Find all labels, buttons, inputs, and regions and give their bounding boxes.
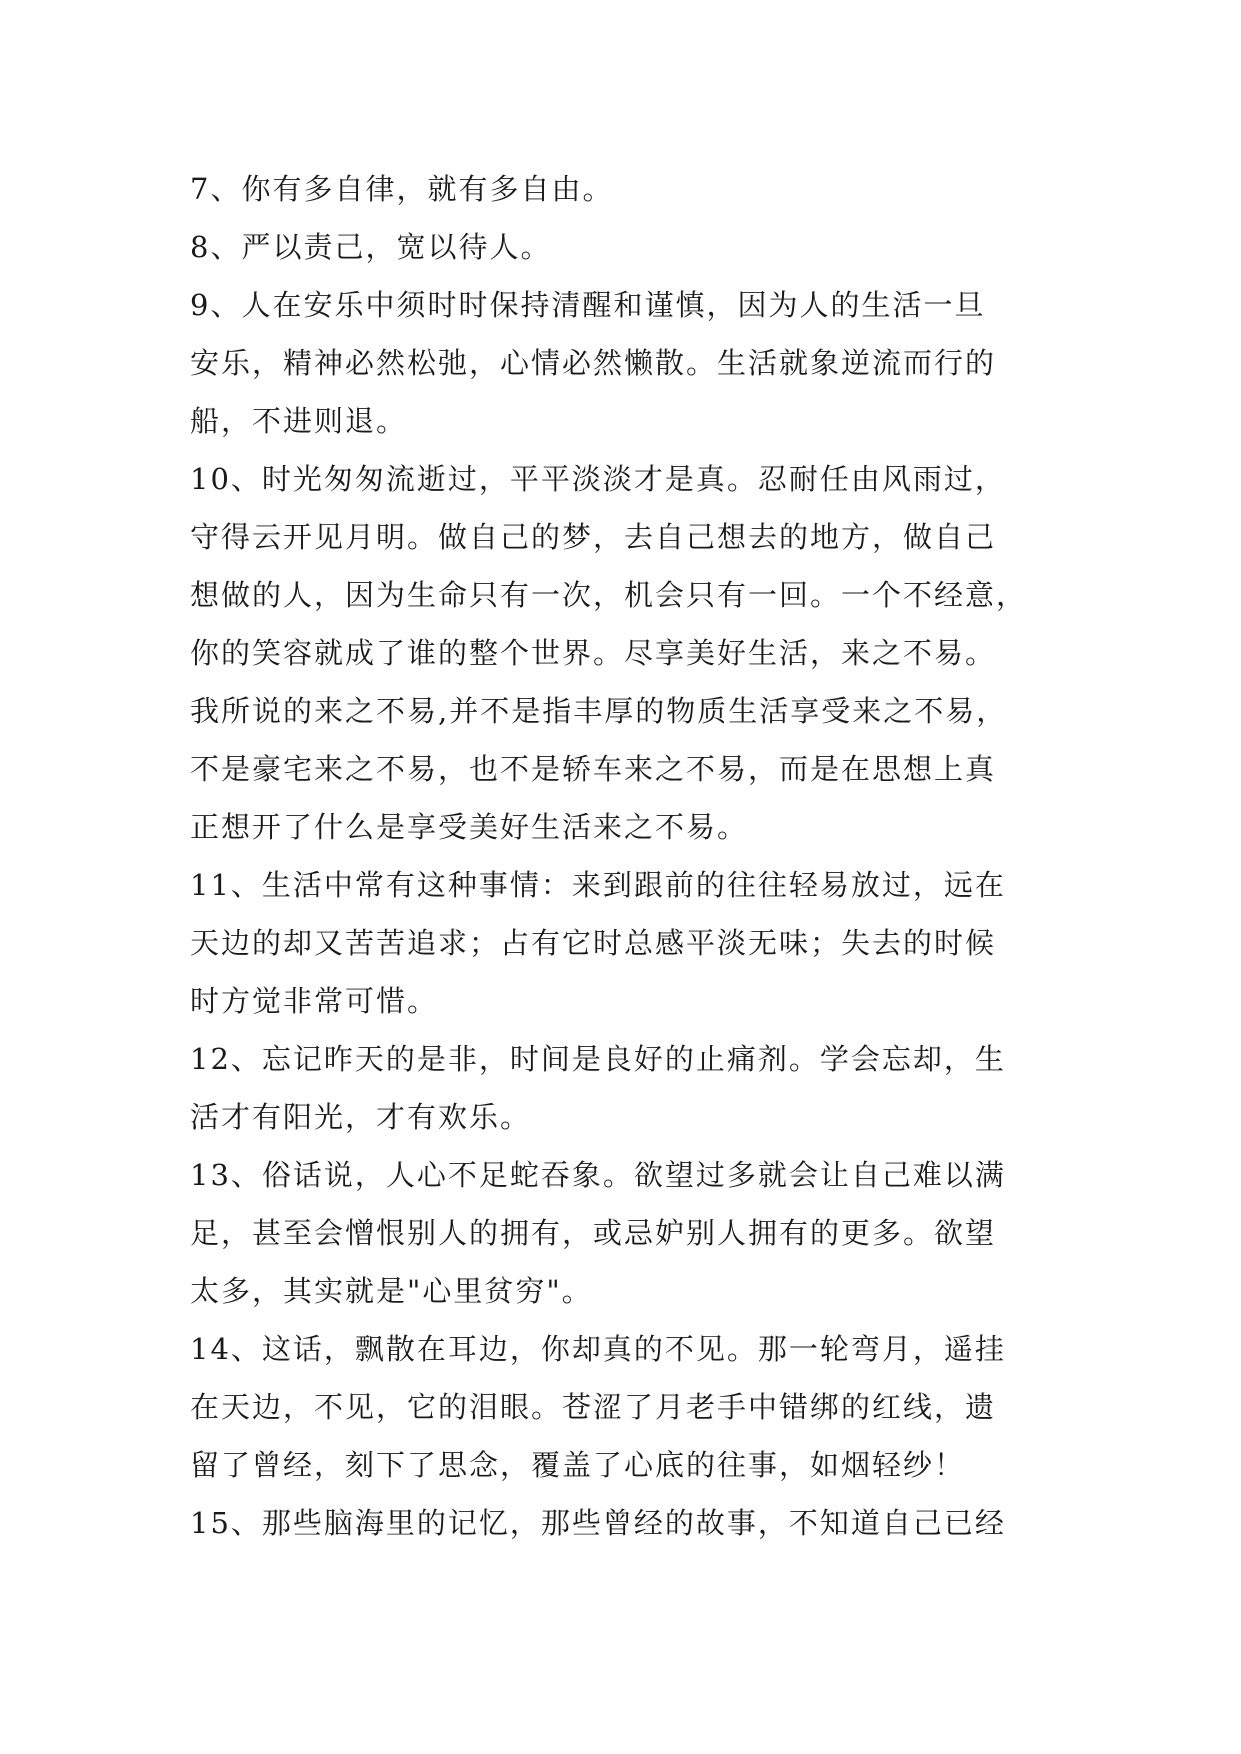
text-line: 你的笑容就成了谁的整个世界。尽享美好生活，来之不易。 [190,636,997,670]
text-line: 活才有阳光，才有欢乐。 [190,1100,532,1134]
text-line: 8、严以责己，宽以待人。 [190,230,552,264]
text-line: 9、人在安乐中须时时保持清醒和谨慎，因为人的生活一旦 [190,288,986,322]
text-line: 我所说的来之不易,并不是指丰厚的物质生活享受来之不易， [190,694,1008,728]
text-line: 太多，其实就是"心里贫穷"。 [190,1274,593,1308]
text-line: 留了曾经，刻下了思念，覆盖了心底的往事，如烟轻纱！ [190,1448,966,1482]
text-line: 天边的却又苦苦追求；占有它时总感平淡无味；失去的时候 [190,926,997,960]
text-line: 11、生活中常有这种事情：来到跟前的往往轻易放过，远在 [190,868,1006,902]
text-line: 不是豪宅来之不易，也不是轿车来之不易，而是在思想上真 [190,752,997,786]
text-line: 时方觉非常可惜。 [190,984,439,1018]
text-line: 想做的人，因为生命只有一次，机会只有一回。一个不经意， [190,578,1028,612]
text-line: 14、这话，飘散在耳边，你却真的不见。那一轮弯月，遥挂 [190,1332,1006,1366]
text-line: 足，甚至会憎恨别人的拥有，或忌妒别人拥有的更多。欲望 [190,1216,997,1250]
document-body [190,160,1110,1552]
text-line: 12、忘记昨天的是非，时间是良好的止痛剂。学会忘却，生 [190,1042,1006,1076]
text-line: 船，不进则退。 [190,404,408,438]
text-line: 守得云开见月明。做自己的梦，去自己想去的地方，做自己 [190,520,997,554]
text-line: 10、时光匆匆流逝过，平平淡淡才是真。忍耐任由风雨过， [190,462,1006,496]
text-line: 15、那些脑海里的记忆，那些曾经的故事，不知道自己已经 [190,1506,1006,1540]
text-line: 在天边，不见，它的泪眼。苍涩了月老手中错绑的红线，遗 [190,1390,997,1424]
text-line: 13、俗话说，人心不足蛇吞象。欲望过多就会让自己难以满 [190,1158,1006,1192]
text-line: 7、你有多自律，就有多自由。 [190,172,614,206]
text-line: 正想开了什么是享受美好生活来之不易。 [190,810,749,844]
text-line: 安乐，精神必然松弛，心情必然懒散。生活就象逆流而行的 [190,346,997,380]
